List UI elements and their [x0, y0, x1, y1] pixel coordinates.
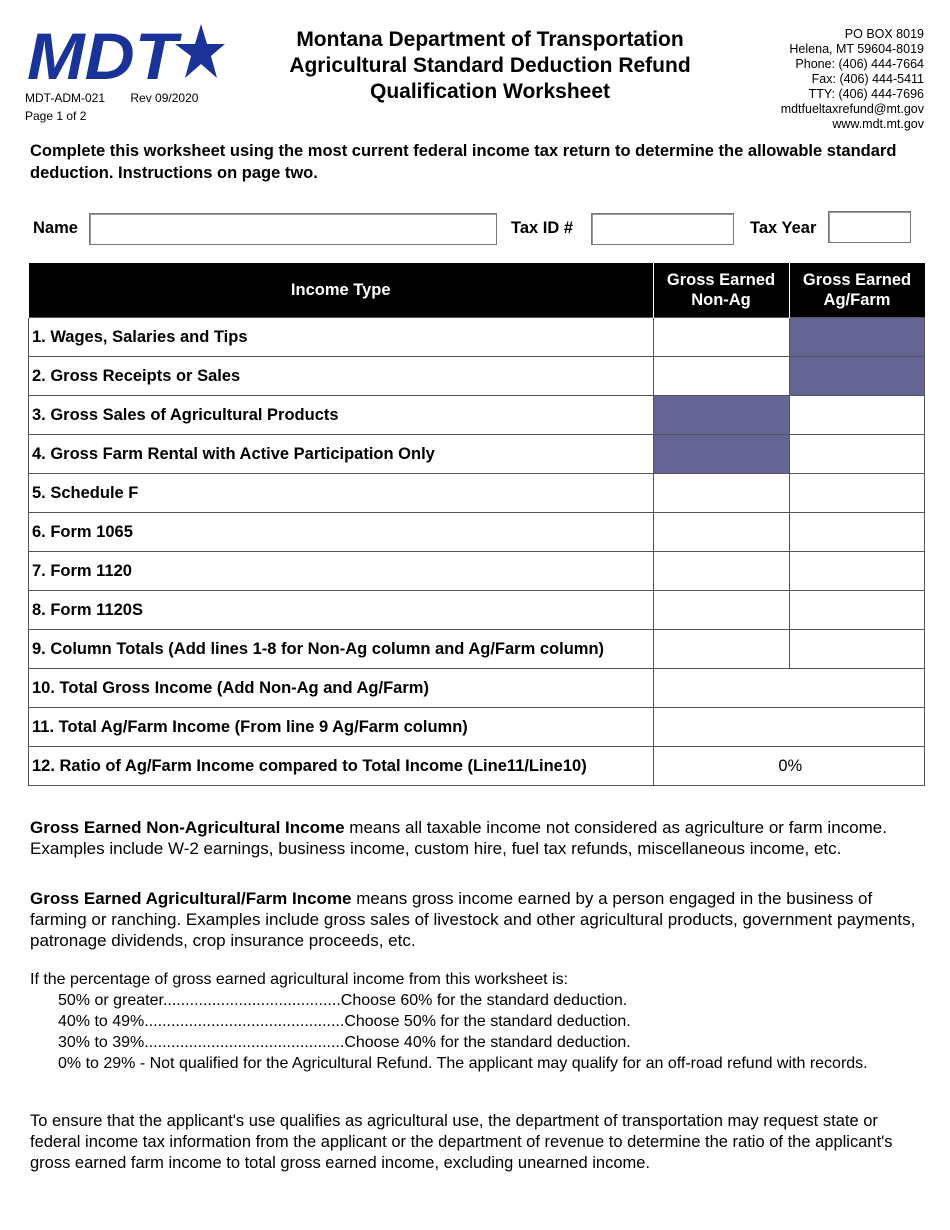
- ag-farm-cell[interactable]: [789, 513, 925, 552]
- table-row: [29, 747, 925, 786]
- table-row: [29, 552, 925, 591]
- row-label: 5. Schedule F: [29, 474, 654, 513]
- income-table: [28, 263, 925, 786]
- header-ag-farm: Gross Earned Ag/Farm: [789, 263, 925, 318]
- row-label: 1. Wages, Salaries and Tips: [29, 318, 654, 357]
- percentage-intro: If the percentage of gross earned agricultural income from this worksheet is:: [30, 971, 569, 988]
- table-row: [29, 591, 925, 630]
- row-label: 6. Form 1065: [29, 513, 654, 552]
- page-number: Page 1 of 2: [25, 109, 87, 123]
- non-ag-cell[interactable]: [653, 357, 789, 396]
- contact-line: Helena, MT 59604-8019: [789, 42, 924, 56]
- definition-term: Gross Earned Agricultural/Farm Income: [30, 889, 352, 908]
- percentage-line: 40% to 49%.............................................Choose 50% for the standard deduction.: [58, 1013, 631, 1030]
- contact-info: [781, 27, 924, 132]
- non-ag-cell: [653, 435, 789, 474]
- percentage-line: 0% to 29% - Not qualified for the Agricultural Refund. The applicant may qualify for an off-road refund with records.: [58, 1055, 868, 1072]
- mdt-logo-icon: [25, 22, 225, 84]
- form-title: [240, 27, 740, 105]
- contact-email[interactable]: mdtfueltaxrefund@mt.gov: [780, 102, 924, 116]
- table-row: [29, 474, 925, 513]
- non-ag-cell[interactable]: [653, 513, 789, 552]
- table-row: [29, 435, 925, 474]
- contact-line: TTY: (406) 444-7696: [808, 87, 924, 101]
- intro-text: Complete this worksheet using the most current federal income tax return to determine the allowable standard deduction. Instructions on page two.: [30, 142, 897, 182]
- row-total-cell[interactable]: [653, 669, 925, 708]
- row-label: 11. Total Ag/Farm Income (From line 9 Ag/Farm column): [29, 708, 654, 747]
- table-row: [29, 708, 925, 747]
- table-row: [29, 357, 925, 396]
- ag-farm-cell[interactable]: [789, 435, 925, 474]
- table-row: [29, 318, 925, 357]
- row-label: 4. Gross Farm Rental with Active Participation Only: [29, 435, 654, 474]
- contact-line: PO BOX 8019: [844, 27, 924, 41]
- row-label: 3. Gross Sales of Agricultural Products: [29, 396, 654, 435]
- percentage-line: 30% to 39%.............................................Choose 40% for the standard deduction.: [58, 1034, 631, 1051]
- non-ag-cell[interactable]: [653, 474, 789, 513]
- closing-text: To ensure that the applicant's use qualifies as agricultural use, the department of transportation may request state or federal income tax information from the applicant or the department of revenue to determine the ratio of the applicant's gross earned farm income to total gross earned income, excluding unearned income.: [30, 1112, 893, 1172]
- ag-farm-cell: [789, 318, 925, 357]
- ag-farm-cell[interactable]: [789, 630, 925, 669]
- table-row: [29, 630, 925, 669]
- definition-non-ag: [30, 817, 925, 859]
- row-label: 9. Column Totals (Add lines 1-8 for Non-Ag column and Ag/Farm column): [29, 630, 654, 669]
- taxyear-input[interactable]: [828, 211, 911, 243]
- contact-line: Phone: (406) 444-7664: [795, 57, 924, 71]
- non-ag-cell[interactable]: [653, 591, 789, 630]
- percentage-line: 50% or greater........................................Choose 60% for the standard deduction.: [58, 992, 628, 1009]
- mdt-logo: [25, 22, 225, 123]
- non-ag-cell[interactable]: [653, 552, 789, 591]
- title-line: Montana Department of Transportation: [296, 28, 684, 51]
- taxid-input[interactable]: [591, 213, 734, 245]
- svg-text:MDT: MDT: [27, 22, 182, 84]
- definition-ag: [30, 888, 925, 951]
- row-total-cell[interactable]: [653, 708, 925, 747]
- row-label: 10. Total Gross Income (Add Non-Ag and Ag/Farm): [29, 669, 654, 708]
- definition-text: means all taxable income not considered as agriculture or farm income. Examples include W-2 earnings, business income, custom hire, fuel tax refunds, miscellaneous income, etc.: [30, 818, 887, 858]
- ag-farm-cell[interactable]: [789, 474, 925, 513]
- ag-farm-cell[interactable]: [789, 591, 925, 630]
- definition-term: Gross Earned Non-Agricultural Income: [30, 818, 345, 837]
- ag-farm-cell[interactable]: [789, 552, 925, 591]
- definition-text: means gross income earned by a person engaged in the business of farming or ranching. Examples include gross sales of livestock and other agricultural products, government payments, patronage dividends, crop insurance proceeds, etc.: [30, 889, 916, 950]
- non-ag-cell[interactable]: [653, 318, 789, 357]
- row-label: 2. Gross Receipts or Sales: [29, 357, 654, 396]
- name-input[interactable]: [89, 213, 497, 245]
- header-non-ag: Gross Earned Non-Ag: [653, 263, 789, 318]
- revision: Rev 09/2020: [130, 91, 199, 105]
- row-label: 8. Form 1120S: [29, 591, 654, 630]
- non-ag-cell: [653, 396, 789, 435]
- non-ag-cell[interactable]: [653, 630, 789, 669]
- title-line: Qualification Worksheet: [370, 80, 610, 103]
- form-id: MDT-ADM-021: [25, 91, 106, 105]
- ag-farm-cell[interactable]: [789, 396, 925, 435]
- row-total-cell[interactable]: 0%: [653, 747, 925, 786]
- title-line: Agricultural Standard Deduction Refund: [289, 54, 691, 77]
- ag-farm-cell: [789, 357, 925, 396]
- taxid-label: Tax ID #: [511, 219, 574, 237]
- row-label: 12. Ratio of Ag/Farm Income compared to Total Income (Line11/Line10): [29, 747, 654, 786]
- row-label: 7. Form 1120: [29, 552, 654, 591]
- table-row: [29, 513, 925, 552]
- name-label: Name: [33, 219, 78, 237]
- contact-line: Fax: (406) 444-5411: [811, 72, 924, 86]
- table-row: [29, 669, 925, 708]
- header-income-type: Income Type: [29, 263, 654, 318]
- percentage-guide: [30, 969, 925, 1074]
- table-row: [29, 396, 925, 435]
- contact-website[interactable]: www.mdt.mt.gov: [832, 117, 924, 131]
- taxyear-label: Tax Year: [750, 219, 817, 237]
